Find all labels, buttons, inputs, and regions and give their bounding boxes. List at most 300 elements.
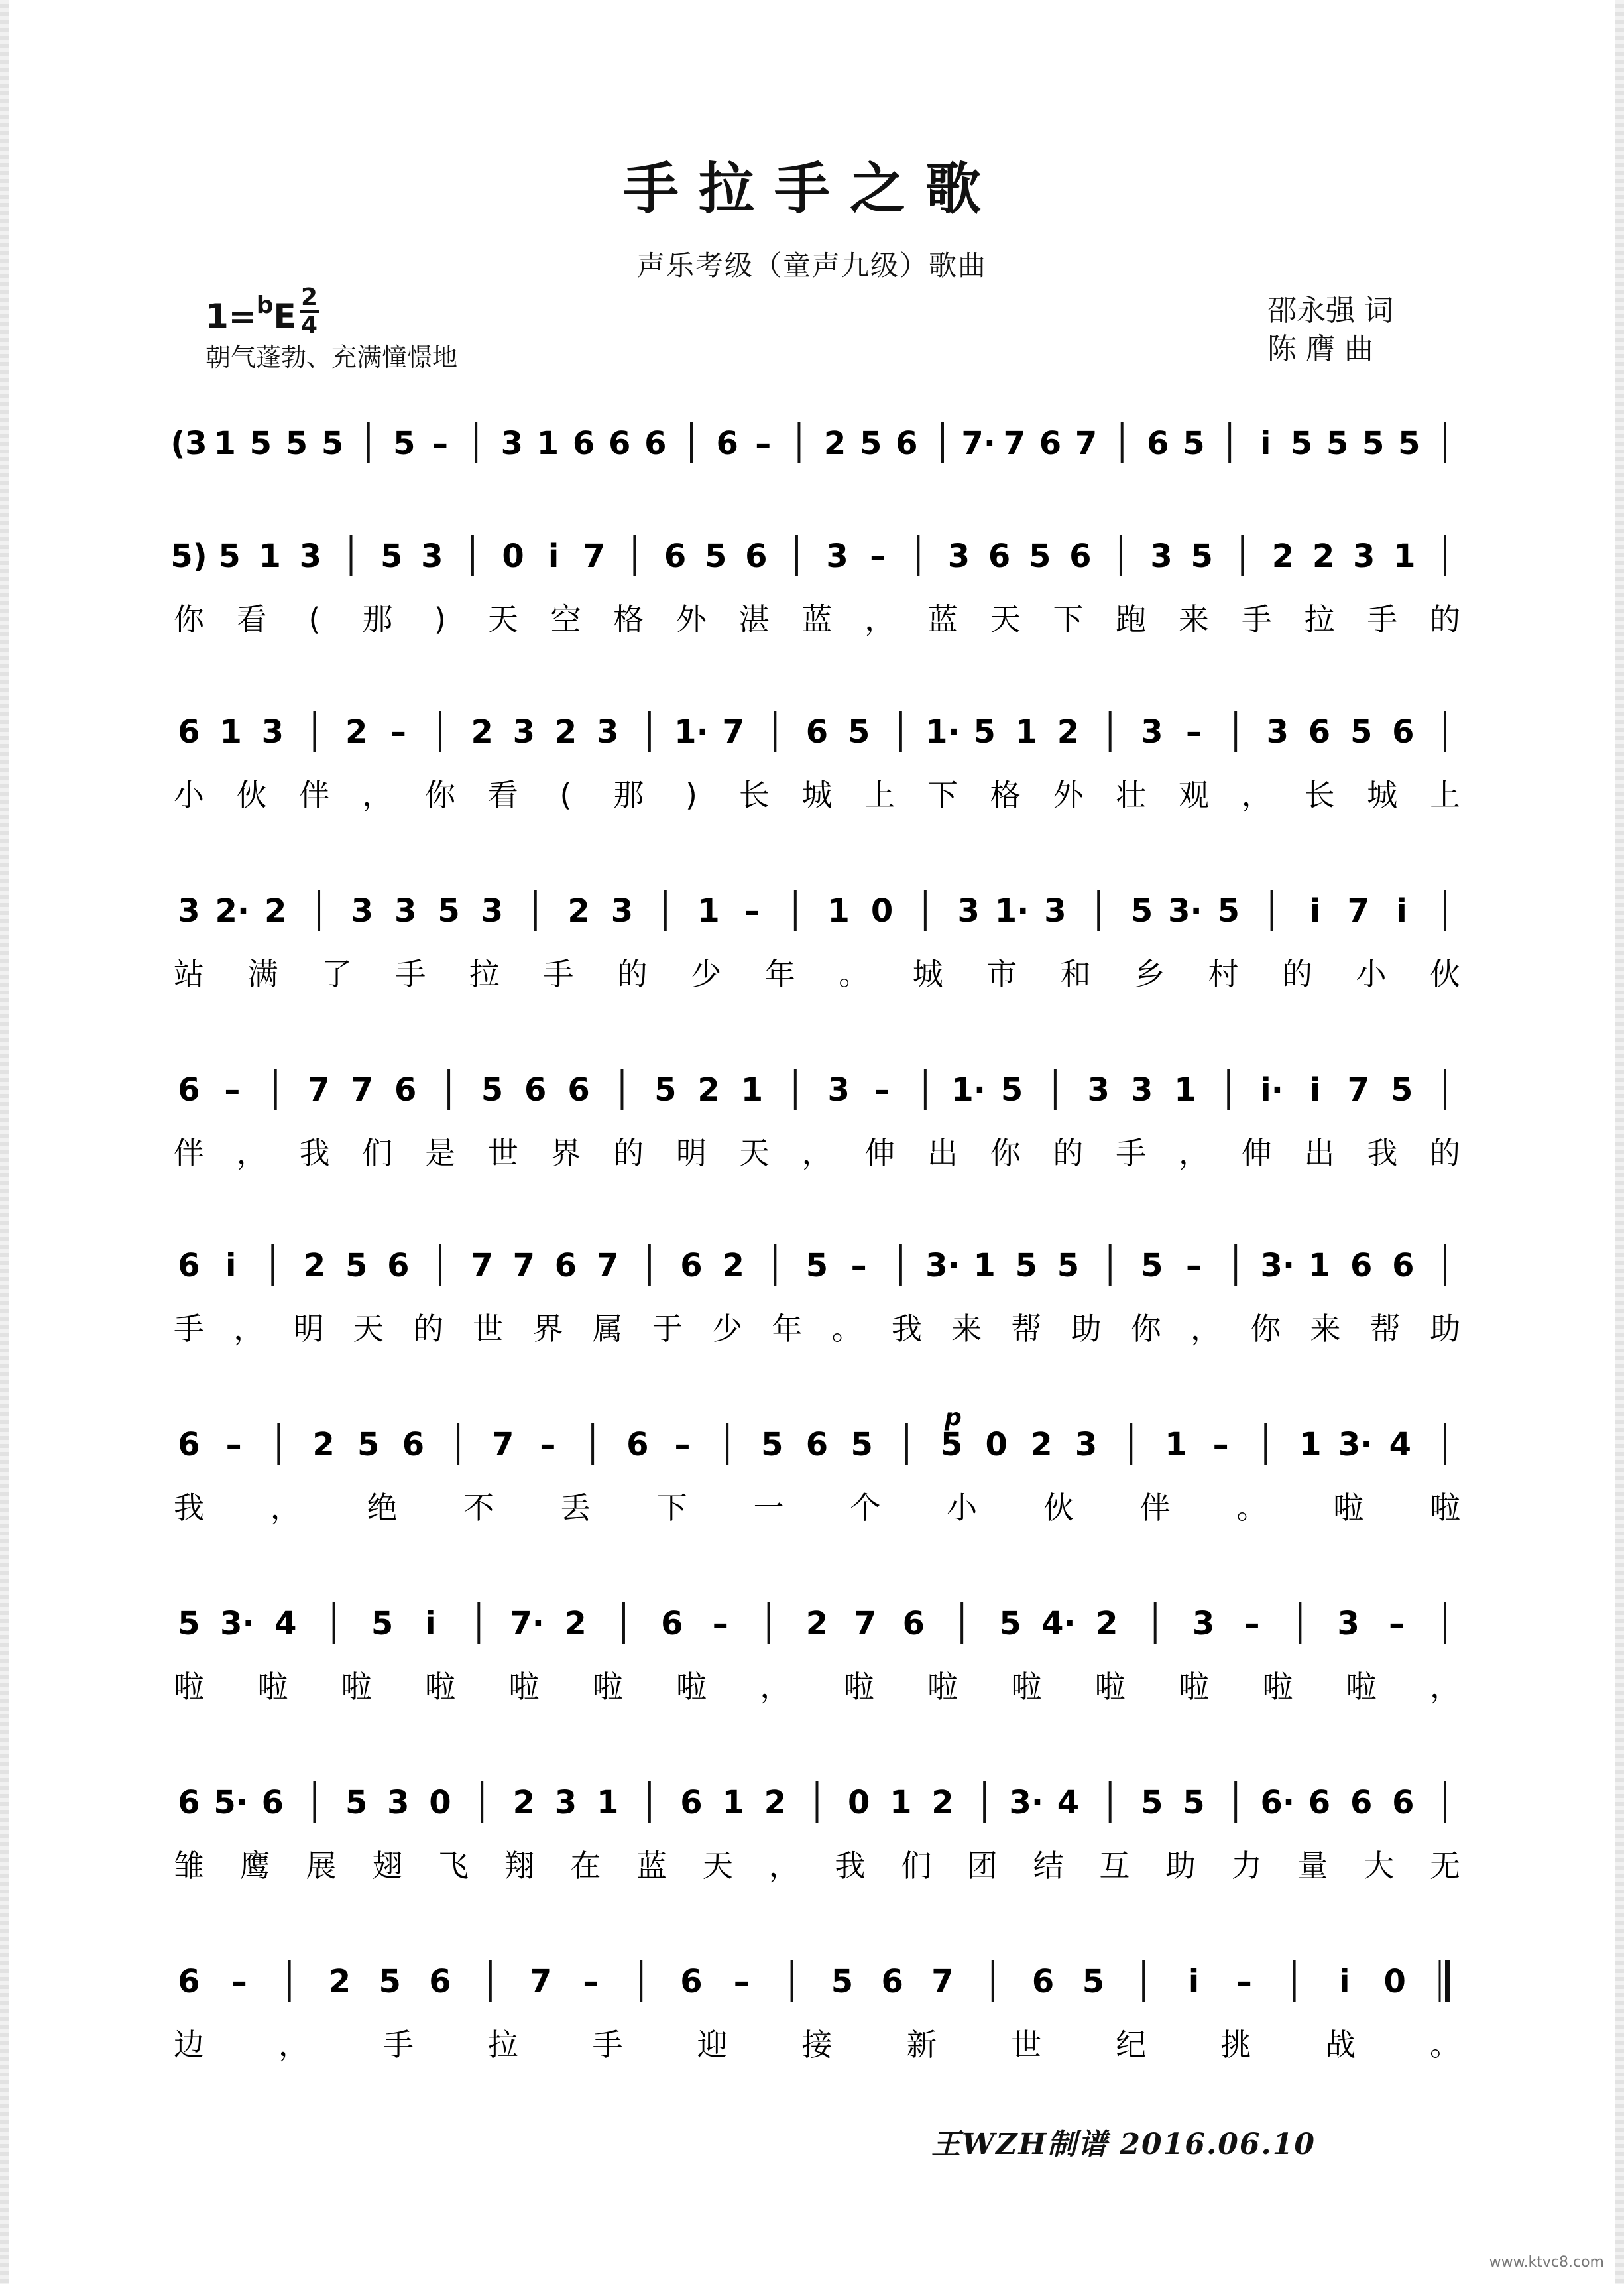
note: 5 bbox=[1350, 713, 1373, 751]
note: 1 bbox=[1299, 1426, 1322, 1463]
lyric-char: ， bbox=[1430, 1669, 1460, 1705]
note: 5 bbox=[973, 713, 996, 751]
note: 2 bbox=[697, 1071, 720, 1109]
note: 1 bbox=[536, 425, 559, 462]
note: 6 bbox=[664, 538, 687, 575]
note: 6 bbox=[745, 538, 768, 575]
note: 3 bbox=[827, 1071, 850, 1109]
note: 7 bbox=[1347, 892, 1370, 930]
note: 5 bbox=[1000, 1071, 1023, 1109]
note: 3 bbox=[351, 892, 374, 930]
lyric-char: 年 bbox=[772, 1311, 803, 1347]
lyric-char: 看 bbox=[236, 601, 267, 637]
lyric-char: 啦 bbox=[676, 1669, 707, 1705]
note: 3 bbox=[826, 538, 848, 575]
lyric-char: 挑 bbox=[1220, 2027, 1251, 2063]
note: 6 bbox=[1392, 1784, 1415, 1821]
note: 7 bbox=[1074, 425, 1098, 462]
note: 5 bbox=[860, 425, 882, 462]
lyric-char: 绝 bbox=[367, 1490, 398, 1526]
note: i bbox=[1339, 1963, 1350, 2000]
note: 6 bbox=[902, 1605, 925, 1642]
note: 3 bbox=[512, 713, 536, 751]
lyric-char: 属 bbox=[592, 1311, 623, 1347]
time-signature-bottom: 4 bbox=[301, 312, 318, 339]
lyric-char: 迎 bbox=[697, 2027, 728, 2063]
lyric-char: 鹰 bbox=[239, 1848, 270, 1884]
note: 5 bbox=[1029, 538, 1051, 575]
lyric-char: 啦 bbox=[257, 1669, 288, 1705]
note: 2 bbox=[303, 1247, 326, 1284]
lyric-char: 帮 bbox=[1011, 1311, 1042, 1347]
note: 1 bbox=[827, 892, 850, 930]
note: 3 bbox=[1044, 892, 1067, 930]
note: 6 bbox=[1308, 1784, 1331, 1821]
note: 5 bbox=[1290, 425, 1313, 462]
note: 1 bbox=[219, 713, 242, 751]
lyric-char: ， bbox=[801, 1135, 833, 1171]
lyric-char: 明 bbox=[293, 1311, 324, 1347]
note: 6 bbox=[178, 1247, 200, 1284]
lyric-char: 你 bbox=[174, 601, 204, 637]
note: 5 bbox=[380, 538, 403, 575]
song-title: 手拉手之歌 bbox=[622, 156, 1001, 221]
note: 5 bbox=[1130, 892, 1153, 930]
note: 6 bbox=[716, 425, 738, 462]
note: 5· bbox=[213, 1784, 248, 1821]
lyric-char: 观 bbox=[1179, 777, 1209, 813]
lyric-char: 乡 bbox=[1134, 956, 1165, 992]
note: 7 bbox=[351, 1071, 374, 1109]
note: 2 bbox=[328, 1963, 351, 2000]
lyric-char: 你 bbox=[1130, 1311, 1161, 1347]
note: 3· bbox=[925, 1247, 960, 1284]
note: 5 bbox=[218, 538, 241, 575]
note: – bbox=[870, 538, 886, 575]
lyric-char: 啦 bbox=[927, 1669, 958, 1705]
note: (3 bbox=[170, 425, 207, 462]
lyric-char: ) bbox=[434, 601, 446, 637]
flat-sign: b bbox=[256, 292, 274, 319]
note: 5 bbox=[1190, 538, 1213, 575]
lyric-char: 出 bbox=[1304, 1135, 1335, 1171]
note: – bbox=[583, 1963, 599, 2000]
lyric-char: 的 bbox=[613, 1135, 644, 1171]
note: 5 bbox=[378, 1963, 401, 2000]
lyric-char: 了 bbox=[321, 956, 352, 992]
lyric-char: 天 bbox=[990, 601, 1021, 637]
note: 6 bbox=[1350, 1247, 1373, 1284]
lyric-char: 那 bbox=[613, 777, 644, 813]
lyric-char: 我 bbox=[174, 1490, 204, 1526]
note: i bbox=[1188, 1963, 1200, 2000]
lyric-char: 伴 bbox=[174, 1135, 204, 1171]
lyric-char: 来 bbox=[1310, 1311, 1341, 1347]
lyric-char: 手 bbox=[174, 1311, 204, 1347]
note: – bbox=[712, 1605, 728, 1642]
key-prefix: 1= bbox=[205, 297, 257, 335]
note: 2 bbox=[722, 1247, 744, 1284]
note: 5 bbox=[357, 1426, 380, 1463]
note: 2 bbox=[1271, 538, 1295, 575]
lyric-char: 啦 bbox=[843, 1669, 874, 1705]
lyric-char: 。 bbox=[1236, 1490, 1267, 1526]
note: 3· bbox=[1338, 1426, 1373, 1463]
lyric-char: 明 bbox=[676, 1135, 707, 1171]
lyric-char: 团 bbox=[966, 1848, 998, 1884]
lyric-char: ， bbox=[760, 1669, 791, 1705]
lyric-char: 。 bbox=[839, 956, 870, 992]
lyric-char: 我 bbox=[891, 1311, 922, 1347]
lyric-char: 跑 bbox=[1116, 601, 1147, 637]
lyric-char: 你 bbox=[425, 777, 455, 813]
lyric-char: 手 bbox=[1367, 601, 1398, 637]
note: 1 bbox=[697, 892, 720, 930]
lyric-char: 的 bbox=[616, 956, 648, 992]
note: 6 bbox=[178, 1426, 200, 1463]
note: – bbox=[1389, 1605, 1405, 1642]
note: 6 bbox=[644, 425, 667, 462]
note: 1· bbox=[925, 713, 960, 751]
lyric-char: 量 bbox=[1297, 1848, 1328, 1884]
note: 5 bbox=[1015, 1247, 1038, 1284]
lyric-char: 在 bbox=[570, 1848, 601, 1884]
note: 5 bbox=[249, 425, 272, 462]
note: – bbox=[674, 1426, 691, 1463]
note: 6 bbox=[1031, 1963, 1055, 2000]
lyric-char: 你 bbox=[990, 1135, 1021, 1171]
note: 2 bbox=[512, 1784, 536, 1821]
lyric-char: 伸 bbox=[864, 1135, 896, 1171]
note: 7 bbox=[471, 1247, 493, 1284]
note: 6 bbox=[572, 425, 595, 462]
lyric-char: ， bbox=[270, 1490, 301, 1526]
note: 1 bbox=[596, 1784, 619, 1821]
note: 6 bbox=[1392, 713, 1415, 751]
lyric-char: 上 bbox=[1430, 777, 1460, 813]
note: – bbox=[231, 1963, 247, 2000]
lyric-char: 。 bbox=[1430, 2027, 1460, 2063]
note: 3 bbox=[596, 713, 619, 751]
note: 5 bbox=[481, 1071, 504, 1109]
note: 5 bbox=[1183, 1784, 1205, 1821]
note: 6 bbox=[178, 1784, 200, 1821]
note: 5 bbox=[1141, 1247, 1163, 1284]
lyric-char: 展 bbox=[306, 1848, 337, 1884]
lyric-char: 啦 bbox=[341, 1669, 372, 1705]
note: 5 bbox=[1326, 425, 1349, 462]
lyric-char: 壮 bbox=[1116, 777, 1147, 813]
engraver-signature: 王WZH制谱 2016.06.10 bbox=[931, 2128, 1316, 2161]
lyric-char: 伴 bbox=[299, 777, 330, 813]
note: 6 bbox=[661, 1605, 683, 1642]
note: 1· bbox=[951, 1071, 986, 1109]
note: 6 bbox=[554, 1247, 577, 1284]
lyric-char: 互 bbox=[1099, 1848, 1130, 1884]
lyric-char: 啦 bbox=[425, 1669, 455, 1705]
lyric-char: 手 bbox=[1241, 601, 1272, 637]
lyric-char: 啦 bbox=[1094, 1669, 1126, 1705]
note: 5 bbox=[285, 425, 308, 462]
note: 5 bbox=[393, 425, 416, 462]
lyric-char: 拉 bbox=[487, 2027, 518, 2063]
note: 4· bbox=[1041, 1605, 1076, 1642]
note: 1· bbox=[994, 892, 1029, 930]
website-watermark: www.ktvc8.com bbox=[1489, 2254, 1604, 2271]
note: – bbox=[1212, 1426, 1229, 1463]
lyric-char: 啦 bbox=[1333, 1490, 1364, 1526]
lyric-char: 的 bbox=[1430, 1135, 1460, 1171]
note: 1 bbox=[213, 425, 236, 462]
note: i bbox=[1309, 892, 1321, 930]
note: 3· bbox=[1168, 892, 1202, 930]
note: 3 bbox=[1141, 713, 1163, 751]
lyric-char: 我 bbox=[1367, 1135, 1398, 1171]
lyric-char: 力 bbox=[1231, 1848, 1262, 1884]
lyric-char: 城 bbox=[801, 777, 833, 813]
lyric-char: 伴 bbox=[1139, 1490, 1171, 1526]
lyric-char: 我 bbox=[299, 1135, 330, 1171]
note: 5 bbox=[1141, 1784, 1163, 1821]
lyric-char: 啦 bbox=[174, 1669, 204, 1705]
note: 2 bbox=[931, 1784, 954, 1821]
note: 5 bbox=[847, 713, 870, 751]
note: 7 bbox=[931, 1963, 954, 2000]
lyric-char: 我 bbox=[835, 1848, 866, 1884]
note: 3 bbox=[178, 892, 200, 930]
lyric-char: 世 bbox=[487, 1135, 518, 1171]
lyric-char: 湛 bbox=[738, 601, 770, 637]
note: i bbox=[1396, 892, 1407, 930]
lyric-char: 站 bbox=[174, 956, 204, 992]
note: 3 bbox=[387, 1784, 410, 1821]
note: 5 bbox=[805, 1247, 829, 1284]
note: – bbox=[225, 1426, 242, 1463]
note: 7 bbox=[529, 1963, 552, 2000]
lyric-char: 啦 bbox=[508, 1669, 540, 1705]
lyric-char: 市 bbox=[986, 956, 1017, 992]
note: 6 bbox=[178, 713, 200, 751]
lyric-char: 来 bbox=[1179, 601, 1209, 637]
note: 3 bbox=[261, 713, 284, 751]
lyric-char: 天 bbox=[353, 1311, 384, 1347]
note: – bbox=[874, 1071, 890, 1109]
note: 5 bbox=[178, 1605, 200, 1642]
note: 1 bbox=[1015, 713, 1038, 751]
note: – bbox=[755, 425, 772, 462]
note: 3 bbox=[1353, 538, 1375, 575]
lyricist-credit: 邵永强 词 bbox=[1267, 294, 1393, 328]
note: 6 bbox=[805, 1426, 829, 1463]
note: – bbox=[1186, 713, 1202, 751]
note: 7 bbox=[583, 538, 605, 575]
note: 7 bbox=[722, 713, 744, 751]
note: 3 bbox=[1192, 1605, 1215, 1642]
lyric-char: 一 bbox=[753, 1490, 784, 1526]
note: 2 bbox=[805, 1605, 829, 1642]
lyric-char: 啦 bbox=[1179, 1669, 1209, 1705]
note: 6 bbox=[567, 1071, 590, 1109]
lyric-char: 边 bbox=[174, 2027, 204, 2063]
note: 7 bbox=[1003, 425, 1025, 462]
note: 5 bbox=[761, 1426, 783, 1463]
note: 1 bbox=[890, 1784, 912, 1821]
lyric-char: 和 bbox=[1060, 956, 1091, 992]
note: 5 bbox=[1183, 425, 1205, 462]
lyric-char: 世 bbox=[1011, 2027, 1042, 2063]
note: 2 bbox=[264, 892, 287, 930]
lyric-char: ， bbox=[1190, 1311, 1222, 1347]
composer-credit: 陈 膺 曲 bbox=[1267, 332, 1373, 366]
lyric-char: 年 bbox=[764, 956, 795, 992]
lyric-char: 看 bbox=[487, 777, 518, 813]
note: 1 bbox=[1174, 1071, 1196, 1109]
lyric-char: 助 bbox=[1165, 1848, 1196, 1884]
lyric-char: 手 bbox=[395, 956, 426, 992]
note: 3 bbox=[1150, 538, 1173, 575]
lyric-char: 于 bbox=[652, 1311, 683, 1347]
note: 2 bbox=[345, 713, 368, 751]
note: 6 bbox=[1350, 1784, 1373, 1821]
note: 5 bbox=[321, 425, 344, 462]
lyric-char: 丢 bbox=[560, 1490, 591, 1526]
lyric-char: ) bbox=[685, 777, 697, 813]
note: 3 bbox=[1266, 713, 1289, 751]
note: 6 bbox=[1392, 1247, 1415, 1284]
note: 6 bbox=[881, 1963, 903, 2000]
note: 5 bbox=[850, 1426, 873, 1463]
lyric-char: 你 bbox=[1250, 1311, 1281, 1347]
note: 6 bbox=[1039, 425, 1062, 462]
note: 5) bbox=[170, 538, 207, 575]
note: 5 bbox=[1390, 1071, 1413, 1109]
lyric-char: 上 bbox=[864, 777, 896, 813]
lyric-char: 世 bbox=[473, 1311, 504, 1347]
lyric-char: 下 bbox=[927, 777, 958, 813]
lyric-char: 新 bbox=[906, 2027, 937, 2063]
lyric-char: 空 bbox=[550, 601, 581, 637]
note: 6 bbox=[805, 713, 829, 751]
note: 3· bbox=[1009, 1784, 1044, 1821]
note: 5 bbox=[1057, 1247, 1080, 1284]
tempo-marking: 朝气蓬勃、充满憧憬地 bbox=[205, 343, 458, 372]
lyric-char: 伸 bbox=[1241, 1135, 1272, 1171]
note: – bbox=[390, 713, 406, 751]
lyric-char: 小 bbox=[174, 777, 204, 813]
note: 3 bbox=[394, 892, 417, 930]
note: 7 bbox=[854, 1605, 877, 1642]
lyric-char: 飞 bbox=[437, 1848, 469, 1884]
note: 2 bbox=[1030, 1426, 1053, 1463]
note: – bbox=[1186, 1247, 1202, 1284]
lyric-char: 大 bbox=[1363, 1848, 1395, 1884]
note: 2 bbox=[823, 425, 846, 462]
lyric-char: ( bbox=[308, 601, 321, 637]
note: 2 bbox=[764, 1784, 787, 1821]
lyric-char: 是 bbox=[425, 1135, 455, 1171]
note: i bbox=[225, 1247, 237, 1284]
note: 6 bbox=[261, 1784, 284, 1821]
lyric-char: 的 bbox=[1053, 1135, 1084, 1171]
note: 3 bbox=[500, 425, 523, 462]
note: 3· bbox=[1260, 1247, 1295, 1284]
note: 1 bbox=[259, 538, 281, 575]
note: 5 bbox=[1398, 425, 1421, 462]
lyric-char: 小 bbox=[947, 1490, 978, 1526]
note: 7· bbox=[961, 425, 996, 462]
lyric-char: 们 bbox=[362, 1135, 393, 1171]
lyric-char: 长 bbox=[1304, 777, 1335, 813]
note: 7 bbox=[492, 1426, 514, 1463]
lyric-char: 不 bbox=[463, 1490, 494, 1526]
note: 4 bbox=[1389, 1426, 1412, 1463]
lyric-char: 个 bbox=[850, 1490, 881, 1526]
note: 5 bbox=[345, 1247, 368, 1284]
note: 3 bbox=[1337, 1605, 1360, 1642]
lyric-char: 的 bbox=[412, 1311, 443, 1347]
lyric-char: 助 bbox=[1071, 1311, 1102, 1347]
note: 1· bbox=[674, 713, 709, 751]
note: 6 bbox=[1308, 713, 1331, 751]
note: 5 bbox=[1362, 425, 1385, 462]
note: 7 bbox=[596, 1247, 619, 1284]
lyric-char: 助 bbox=[1430, 1311, 1460, 1347]
note: 1 bbox=[722, 1784, 744, 1821]
lyric-char: 翅 bbox=[372, 1848, 403, 1884]
lyric-char: 外 bbox=[676, 601, 707, 637]
note: 1 bbox=[1393, 538, 1416, 575]
lyric-char: 手 bbox=[592, 2027, 623, 2063]
note: 6 bbox=[178, 1963, 200, 2000]
note: 2 bbox=[1312, 538, 1335, 575]
note: 2 bbox=[1057, 713, 1080, 751]
lyric-char: ， bbox=[278, 2027, 309, 2063]
lyric-char: 无 bbox=[1430, 1848, 1460, 1884]
lyric-char: 外 bbox=[1053, 777, 1084, 813]
lyric-char: ， bbox=[768, 1848, 799, 1884]
lyric-char: 翔 bbox=[504, 1848, 535, 1884]
lyric-char: 格 bbox=[613, 601, 644, 637]
note: 2 bbox=[554, 713, 577, 751]
note: 3 bbox=[299, 538, 322, 575]
note: 2 bbox=[471, 713, 493, 751]
lyric-char: 拉 bbox=[469, 956, 500, 992]
note: 0 bbox=[870, 892, 894, 930]
note: 2· bbox=[215, 892, 250, 930]
lyric-char: 天 bbox=[702, 1848, 733, 1884]
note: 7 bbox=[1347, 1071, 1370, 1109]
lyric-char: 帮 bbox=[1369, 1311, 1401, 1347]
lyric-char: 战 bbox=[1325, 2027, 1356, 2063]
lyric-char: ， bbox=[864, 601, 896, 637]
lyric-char: 那 bbox=[362, 601, 393, 637]
lyric-char: 结 bbox=[1033, 1848, 1064, 1884]
lyric-char: 啦 bbox=[1430, 1490, 1460, 1526]
note: i bbox=[548, 538, 559, 575]
lyric-char: 出 bbox=[927, 1135, 958, 1171]
note: 4 bbox=[1057, 1784, 1080, 1821]
time-signature-top: 2 bbox=[300, 285, 319, 313]
note: 2 bbox=[1096, 1605, 1118, 1642]
lyric-char: 啦 bbox=[592, 1669, 623, 1705]
note: 7· bbox=[510, 1605, 545, 1642]
lyric-char: 长 bbox=[738, 777, 770, 813]
lyric-char: 。 bbox=[831, 1311, 862, 1347]
note: 5 bbox=[371, 1605, 394, 1642]
note: i bbox=[1309, 1071, 1321, 1109]
note: 6 bbox=[524, 1071, 547, 1109]
note: i bbox=[425, 1605, 436, 1642]
